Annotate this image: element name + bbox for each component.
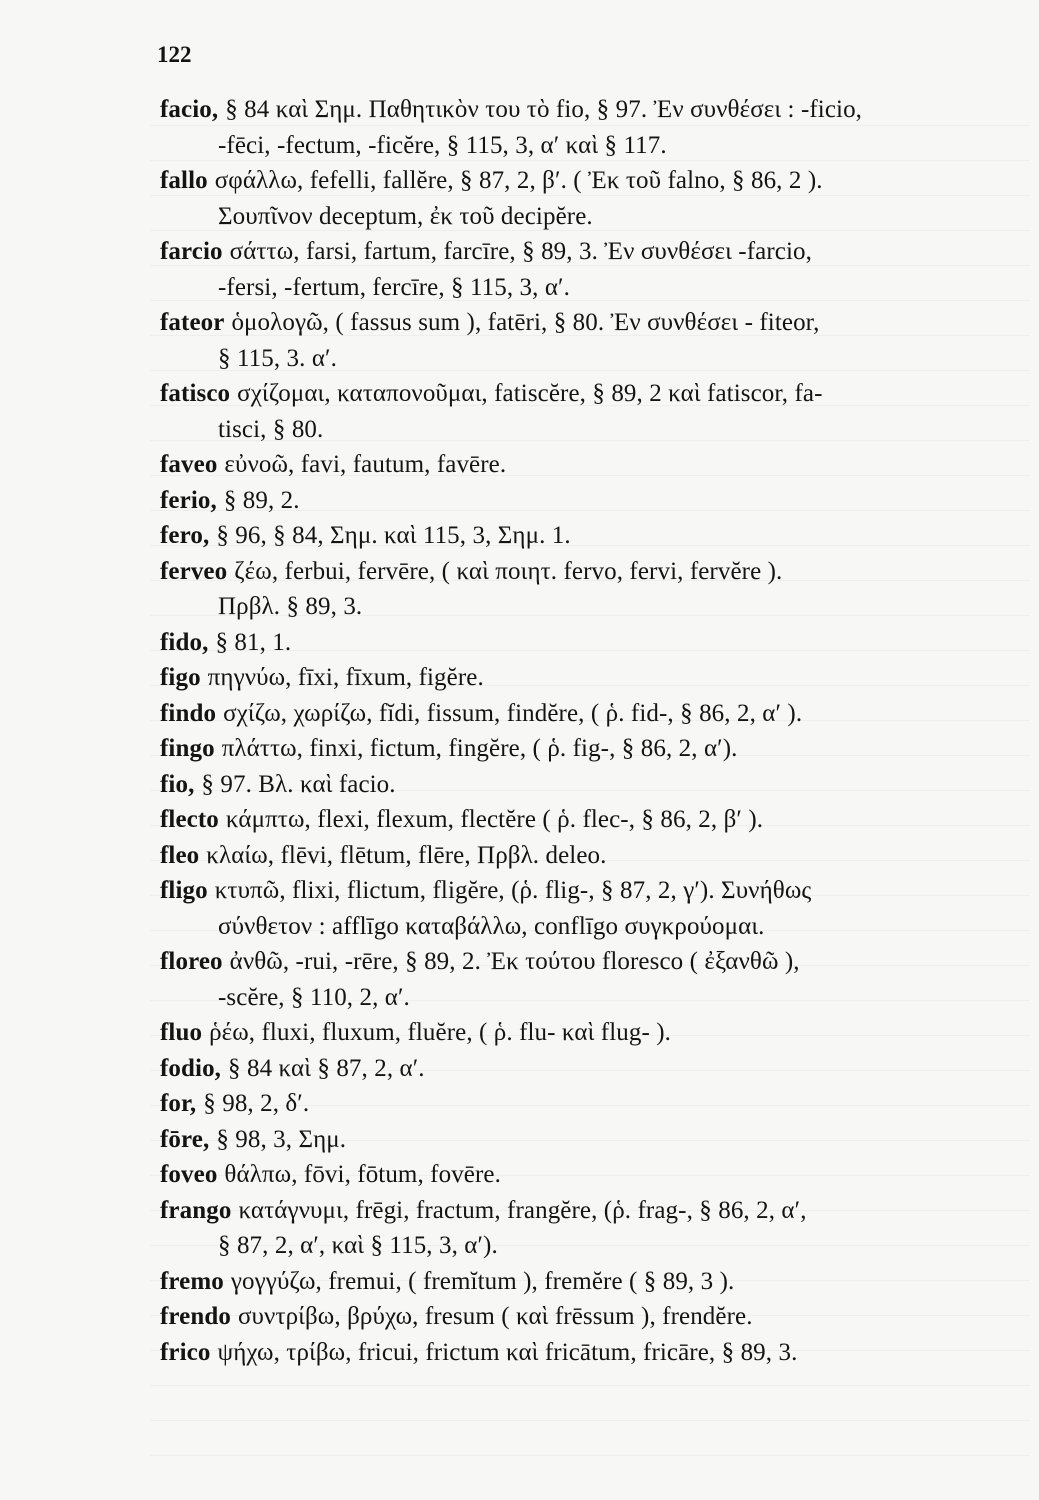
entry-line <box>160 1299 1020 1335</box>
entry-line <box>160 1051 1020 1087</box>
entry-line <box>160 92 1020 128</box>
entry-headword: fio, <box>160 770 195 798</box>
entry-text: εὐνοῶ, favi, fautum, favēre. <box>224 451 507 478</box>
entry-text: Σουπῖνον deceptum, ἐκ τοῦ decipĕre. <box>218 202 593 230</box>
entry-headword: facio, <box>160 96 219 123</box>
entry-headword: frendo <box>160 1303 231 1330</box>
entry-line <box>160 518 1020 554</box>
entry-line <box>160 1264 1020 1300</box>
entry-headword: ferio, <box>160 486 217 514</box>
entry-text: ὁμολογῶ, ( fassus sum ), fatēri, § 80. Ἐν συνθέσει - fiteor, <box>231 309 820 336</box>
entry-headword: fallo <box>160 167 208 194</box>
entry-headword: floreo <box>160 948 223 975</box>
entry-continuation-line <box>160 909 1020 945</box>
entry-text: § 98, 3, Σημ. <box>216 1125 347 1153</box>
entry-text: θάλπω, fōvi, fōtum, fovēre. <box>224 1161 501 1188</box>
entry-text: πλάττω, finxi, fictum, fingĕre, ( ῥ. fig-, § 86, 2, α′). <box>221 735 738 762</box>
entry-text: κλαίω, flēvi, flētum, flēre, Πρβλ. deleo. <box>206 841 607 869</box>
entry-headword: fligo <box>160 877 208 904</box>
entry-headword: flecto <box>160 806 219 833</box>
entry-text: § 84 καὶ Σημ. Παθητικὸν του τὸ fio, § 97. Ἐν συνθέσει : -ficio, <box>225 96 863 123</box>
entry-line <box>160 305 1020 341</box>
entry-text: κάμπτω, flexi, flexum, flectĕre ( ῥ. flec-, § 86, 2, β′ ). <box>225 806 764 833</box>
entry-headword: fateor <box>160 309 225 336</box>
entry-continuation-line <box>160 270 1020 306</box>
entry-headword: fero, <box>160 522 210 549</box>
entry-line <box>160 447 1020 483</box>
entry-headword: fluo <box>160 1019 203 1046</box>
entry-headword: for, <box>160 1090 197 1117</box>
entry-text: σάττω, farsi, fartum, farcīre, § 89, 3. Ἐν συνθέσει -farcio, <box>229 238 812 265</box>
entry-text: -scĕre, § 110, 2, α′. <box>218 983 410 1011</box>
entry-text: § 87, 2, α′, καὶ § 115, 3, α′). <box>218 1232 498 1259</box>
entry-text: συντρίβω, βρύχω, fresum ( καὶ frēssum ), frendĕre. <box>237 1303 753 1330</box>
page-number: 122 <box>157 42 192 67</box>
entry-text: § 115, 3. α′. <box>218 344 337 372</box>
entry-line <box>160 696 1020 732</box>
entry-text: ἀνθῶ, -rui, -rēre, § 89, 2. Ἐκ τούτου floresco ( ἐξανθῶ ), <box>229 948 800 975</box>
entry-text: -fēci, -fectum, -ficĕre, § 115, 3, α′ καὶ § 117. <box>218 131 667 159</box>
entry-text: § 81, 1. <box>215 628 292 656</box>
entry-continuation-line <box>160 128 1020 164</box>
entry-headword: faveo <box>160 451 218 478</box>
entry-headword: findo <box>160 699 217 727</box>
entry-text: § 97. Βλ. καὶ facio. <box>201 770 396 798</box>
entry-text: tisci, § 80. <box>218 415 324 443</box>
entry-text: σύνθετον : afflīgo καταβάλλω, conflīgo συγκρούομαι. <box>218 912 765 940</box>
entry-headword: frico <box>160 1338 211 1366</box>
entry-continuation-line <box>160 341 1020 377</box>
entry-text: σχίζω, χωρίζω, fĭdi, fissum, findĕre, ( ῥ. fid-, § 86, 2, α′ ). <box>223 699 803 727</box>
entry-line <box>160 1193 1020 1229</box>
entry-text: σφάλλω, fefelli, fallĕre, § 87, 2, β′. ( Ἐκ τοῦ falno, § 86, 2 ). <box>214 167 823 194</box>
entry-text: πηγνύω, fīxi, fīxum, figĕre. <box>207 664 484 691</box>
entry-line <box>160 625 1020 661</box>
entry-headword: ferveo <box>160 557 228 585</box>
entry-text: ῥέω, fluxi, fluxum, fluĕre, ( ῥ. flu- καὶ flug- ). <box>209 1019 671 1046</box>
entry-text: § 96, § 84, Σημ. καὶ 115, 3, Σημ. 1. <box>216 522 571 549</box>
entry-line <box>160 767 1020 803</box>
entry-continuation-line <box>160 589 1020 625</box>
entry-headword: frango <box>160 1196 232 1224</box>
entry-line <box>160 1335 1020 1371</box>
entry-headword: fido, <box>160 628 209 656</box>
entry-line <box>160 731 1020 767</box>
entry-line <box>160 1122 1020 1158</box>
entry-headword: fodio, <box>160 1054 222 1082</box>
entry-text: § 89, 2. <box>223 486 300 514</box>
entry-line <box>160 1086 1020 1122</box>
entry-headword: figo <box>160 664 201 691</box>
entry-line <box>160 234 1020 270</box>
entry-text: § 84 καὶ § 87, 2, α′. <box>228 1054 425 1082</box>
entry-text: σχίζομαι, καταπονοῦμαι, fatiscĕre, § 89, 2 καὶ fatiscor, fa- <box>237 380 823 407</box>
entry-text: κτυπῶ, flixi, flictum, fligĕre, (ῥ. flig-, § 87, 2, γ′). Συνήθως <box>214 877 812 904</box>
entry-headword: fleo <box>160 841 200 869</box>
dictionary-entries <box>160 92 1020 1370</box>
entry-continuation-line <box>160 412 1020 448</box>
entry-headword: fōre, <box>160 1125 210 1153</box>
entry-headword: foveo <box>160 1161 218 1188</box>
entry-line <box>160 838 1020 874</box>
entry-text: § 98, 2, δ′. <box>203 1090 310 1117</box>
entry-line <box>160 1015 1020 1051</box>
entry-headword: fatisco <box>160 380 231 407</box>
entry-continuation-line <box>160 980 1020 1016</box>
entry-headword: fremo <box>160 1267 224 1295</box>
entry-line <box>160 944 1020 980</box>
entry-line <box>160 163 1020 199</box>
entry-text: -fersi, -fertum, fercīre, § 115, 3, α′. <box>218 273 570 301</box>
entry-text: γογγύζω, fremui, ( fremĭtum ), fremĕre ( § 89, 3 ). <box>230 1267 735 1295</box>
entry-line <box>160 1157 1020 1193</box>
entry-line <box>160 483 1020 519</box>
entry-line <box>160 554 1020 590</box>
entry-continuation-line <box>160 1228 1020 1264</box>
entry-headword: fingo <box>160 735 215 762</box>
entry-text: ζέω, ferbui, fervēre, ( καὶ ποιητ. fervo, fervi, fervĕre ). <box>234 557 783 585</box>
entry-line <box>160 376 1020 412</box>
entry-text: Πρβλ. § 89, 3. <box>218 593 363 620</box>
entry-text: ψήχω, τρίβω, fricui, frictum καὶ fricātum, fricāre, § 89, 3. <box>217 1338 798 1366</box>
entry-continuation-line <box>160 199 1020 235</box>
entry-line <box>160 873 1020 909</box>
entry-text: κατάγνυμι, frēgi, fractum, frangĕre, (ῥ. frag-, § 86, 2, α′, <box>238 1196 807 1224</box>
entry-headword: farcio <box>160 238 223 265</box>
entry-line <box>160 660 1020 696</box>
entry-line <box>160 802 1020 838</box>
